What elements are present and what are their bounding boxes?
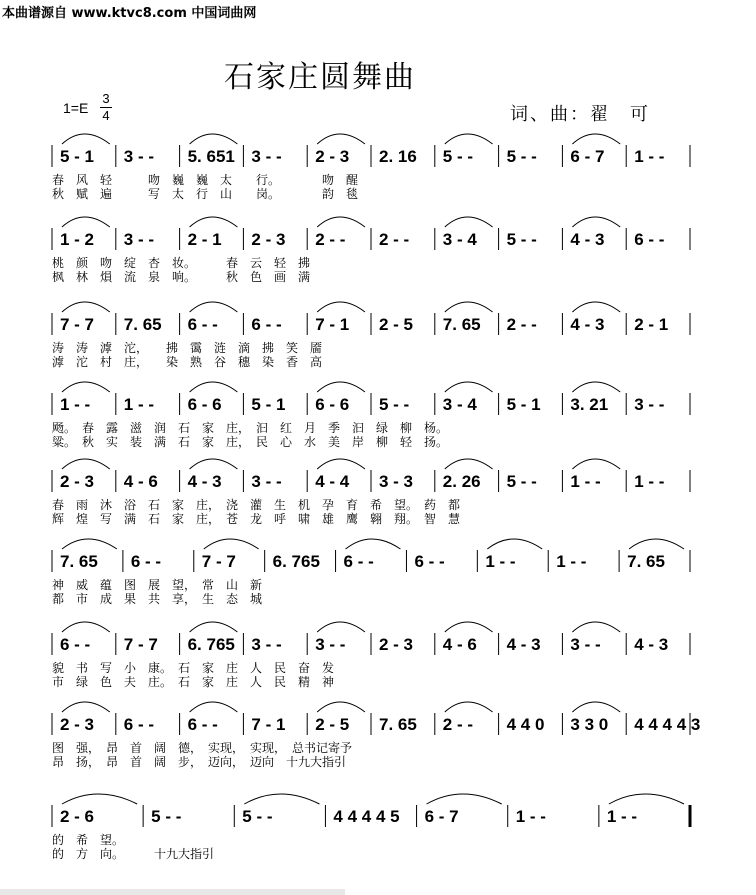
lyrics-verse-2: 市 绿 色 夫 庄。 石 家 庄 人 民 精 神 [52,675,335,689]
slur-arc [190,217,238,227]
slur-arc [62,622,110,632]
measure-notes: 5 - - [506,230,537,249]
measure-notes: 3 - 4 [442,395,477,414]
measure-notes: 6 - - [343,552,374,571]
time-signature-bottom: 4 [102,108,110,123]
measure-notes: 3 - - [123,230,155,249]
measure-notes: 3 - 3 [379,472,414,491]
slur-arc [445,459,493,469]
measure-notes: 2 - - [506,315,537,334]
measure-notes: 5 - - [506,147,537,166]
slur-arc [572,702,620,712]
measure-notes: 1 - - [634,472,665,491]
slur-arc [190,302,238,312]
slur-arc [190,702,238,712]
slur-arc [445,622,493,632]
measure-notes: 5 - - [442,147,474,166]
measure-notes: 3 - - [634,395,665,414]
measure-notes: 7 - 1 [315,315,350,334]
measure-notes: 2 - 6 [60,807,95,826]
measure-notes: 6 - - [251,315,282,334]
slur-arc [190,134,238,144]
measure-notes: 1 - - [634,147,665,166]
lyrics-verse-1: 春 风 轻 吻 巍 巍 太 行。 吻 醒 [52,173,359,187]
measure-notes: 6 - 6 [315,395,350,414]
measure-notes: 7. 65 [442,315,481,334]
slur-arc [62,702,110,712]
slur-arc [572,459,620,469]
lyrics-verse-1: 的 希 望。 [52,833,125,847]
measure-notes: 7 - 7 [123,635,158,654]
lyrics-verse-2: 秋 赋 遍 写 太 行 山 岗。 韵 毯 [52,187,359,201]
measure-notes: 7. 65 [627,552,665,571]
slur-arc [190,459,238,469]
slur-arc [445,382,493,392]
lyrics-verse-2: 昂 扬， 昂 首 阔 步， 迈向， 迈向 十九大指引 [52,755,347,769]
measure-notes: 4 4 4 4 3 [634,715,701,734]
measure-notes: 1 - 2 [60,230,95,249]
measure-notes: 3 3 0 [570,715,609,734]
measure-notes: 4 4 4 4 5 [333,807,400,826]
measure-notes: 3 - - [251,635,282,654]
measure-notes: 1 - - [485,552,516,571]
slur-arc [445,134,493,144]
slur-arc [572,134,620,144]
slur-arc [317,382,365,392]
slur-arc [572,302,620,312]
measure-notes: 5 - - [151,807,182,826]
slur-arc [317,622,365,632]
measure-notes: 2 - 3 [315,147,350,166]
measure-notes: 4 - 3 [634,635,669,654]
measure-notes: 6 - 6 [187,395,222,414]
measure-notes: 1 - - [570,472,601,491]
slur-arc [427,794,502,804]
slur-arc [346,539,401,549]
slur-arc [572,382,620,392]
lyrics-verse-2: 的 方 向。 十九大指引 [52,847,215,861]
slur-arc [190,622,238,632]
measure-notes: 6 - - [187,715,218,734]
measure-notes: 6 - 7 [424,807,459,826]
measure-notes: 6 - - [187,315,218,334]
slur-arc [317,302,365,312]
measure-notes: 3 - - [123,147,155,166]
slur-arc [445,302,493,312]
measure-notes: 4 - 3 [506,635,541,654]
measure-notes: 5 - - [506,472,537,491]
slur-arc [62,459,110,469]
measure-notes: 4 - 4 [315,472,350,491]
measure-notes: 2 - 1 [634,315,669,334]
measure-notes: 6 - - [123,715,155,734]
measure-notes: 3 - - [315,635,346,654]
slur-arc [62,539,117,549]
lyrics-verse-1: 貌 书 写 小 康。 石 家 庄 人 民 奋 发 [52,661,335,675]
lyrics-verse-1: 涛 涛 滹 沱， 拂 霭 涟 滴 拂 笑 靥 [52,341,323,355]
measure-notes: 1 - - [123,395,155,414]
measure-notes: 2 - 3 [60,715,95,734]
measure-notes: 3. 21 [570,395,609,414]
measure-notes: 2 - 5 [379,315,414,334]
measure-notes: 6 - 7 [570,147,605,166]
measure-notes: 4 - 6 [123,472,158,491]
lyrics-verse-2: 粱。 秋 实 装 满 石 家 庄， 民 心 水 美 岸 柳 轻 扬。 [52,435,449,449]
measure-notes: 5 - - [242,807,273,826]
measure-notes: 6 - - [60,635,91,654]
measure-notes: 7. 65 [60,552,98,571]
slur-arc [62,134,110,144]
source-watermark: 本曲谱源自 www.ktvc8.com 中国词曲网 [2,6,257,21]
measure-notes: 3 - - [251,472,282,491]
slur-arc [62,302,110,312]
lyrics-verse-1: 飏。 春 露 滋 润 石 家 庄， 汩 红 月 季 汩 绿 柳 杨。 [52,421,449,435]
measure-notes: 6 - - [130,552,162,571]
slur-arc [190,382,238,392]
slur-arc [317,134,365,144]
measure-notes: 2 - 5 [315,715,350,734]
measure-notes: 2 - 3 [379,635,414,654]
lyrics-verse-1: 春 雨 沐 浴 石 家 庄， 浇 灌 生 机 孕 育 希 望。 药 都 [52,498,461,512]
measure-notes: 2 - - [442,715,474,734]
measure-notes: 4 - 3 [570,315,605,334]
measure-notes: 6 - - [414,552,445,571]
measure-notes: 7. 65 [123,315,162,334]
credits: 词、曲：翟 可 [510,104,650,125]
measure-notes: 6. 765 [187,635,235,654]
measure-notes: 4 - 3 [187,472,222,491]
slur-arc [317,702,365,712]
slur-arc [572,217,620,227]
lyrics-verse-1: 神 威 蕴 图 展 望， 常 山 新 [52,578,263,592]
measure-notes: 1 - - [60,395,91,414]
slur-arc [572,622,620,632]
measure-notes: 5 - 1 [506,395,541,414]
measure-notes: 6. 765 [272,552,320,571]
slur-arc [244,794,319,804]
measure-notes: 3 - - [570,635,601,654]
measure-notes: 2. 26 [442,472,481,491]
slur-arc [317,217,365,227]
measure-notes: 4 - 6 [442,635,477,654]
slur-arc [317,459,365,469]
measure-notes: 1 - - [606,807,638,826]
measure-notes: 6 - - [634,230,665,249]
lyrics-verse-1: 图 强， 昂 首 阔 德， 实现， 实现， 总书记寄予 [52,741,353,755]
song-title: 石家庄圆舞曲 [224,60,416,95]
measure-notes: 2. 16 [379,147,417,166]
key-signature: 1=E [63,100,89,116]
lyrics-verse-2: 都 市 成 果 共 享， 生 态 城 [52,592,263,606]
measure-notes: 4 4 0 [506,715,545,734]
measure-notes: 5 - - [379,395,410,414]
measure-notes: 7 - 7 [201,552,236,571]
measure-notes: 2 - - [315,230,346,249]
slur-arc [629,539,684,549]
lyrics-verse-2: 滹 沱 村 庄， 染 熟 谷 穗 染 香 高 [52,355,323,369]
slur-arc [204,539,259,549]
slur-arc [487,539,542,549]
slur-arc [62,217,110,227]
time-signature-top: 3 [102,91,110,106]
measure-notes: 5 - 1 [60,147,95,166]
slur-arc [62,382,110,392]
slur-arc [445,702,493,712]
measure-notes: 1 - - [556,552,587,571]
measure-notes: 4 - 3 [570,230,605,249]
measure-notes: 1 - - [515,807,546,826]
measure-notes: 5. 651 [187,147,235,166]
slur-arc [609,794,684,804]
measure-notes: 2 - - [379,230,410,249]
lyrics-verse-2: 枫 林 熉 流 泉 响。 秋 色 画 满 [52,270,311,284]
lyrics-verse-2: 辉 煌 写 满 石 家 庄， 苍 龙 呼 啸 雄 鹰 翱 翔。 智 慧 [52,512,461,526]
measure-notes: 3 - - [251,147,282,166]
slur-arc [62,794,137,804]
measure-notes: 7. 65 [379,715,417,734]
measure-notes: 7 - 1 [251,715,286,734]
bottom-strip [0,889,345,895]
lyrics-verse-1: 桃 颜 吻 绽 杏 妆。 春 云 轻 拂 [52,256,311,270]
measure-notes: 2 - 3 [60,472,95,491]
measure-notes: 5 - 1 [251,395,286,414]
measure-notes: 2 - 1 [187,230,222,249]
slur-arc [445,217,493,227]
measure-notes: 3 - 4 [442,230,477,249]
measure-notes: 2 - 3 [251,230,286,249]
measure-notes: 7 - 7 [60,315,95,334]
